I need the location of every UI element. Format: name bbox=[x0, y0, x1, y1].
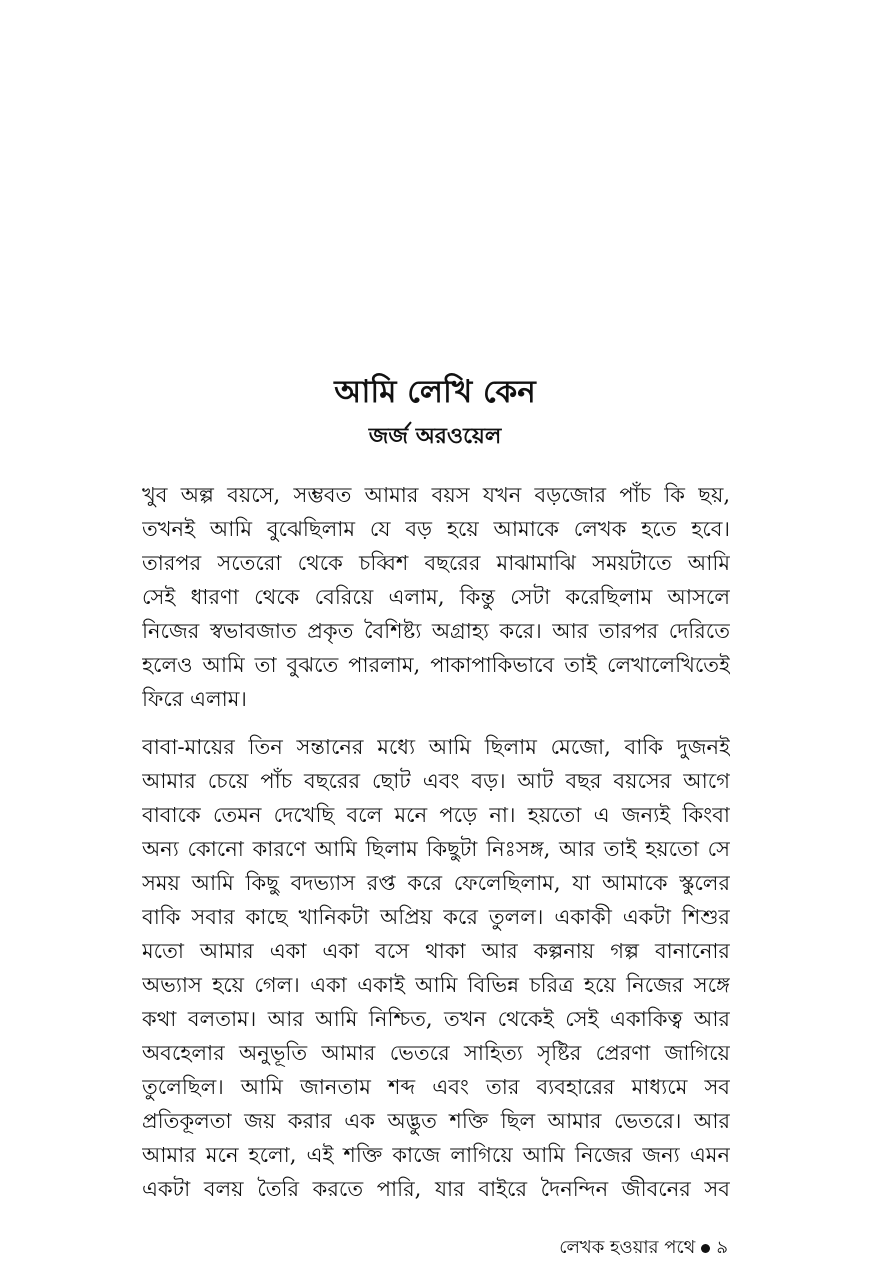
text-line: বাকি সবার কাছে খানিকটা অপ্রিয় করে তুলল। একাকী একটা শিশুর bbox=[142, 905, 730, 929]
text-line: একটা বলয় তৈরি করতে পারি, যার বাইরে দৈনন্দিন জীবনের সব bbox=[142, 1177, 730, 1201]
text-line: মতো আমার একা একা বসে থাকা আর কল্পনায় গল্প বানানোর bbox=[142, 939, 730, 963]
text-line: অভ্যাস হয়ে গেল। একা একাই আমি বিভিন্ন চরিত্র হয়ে নিজের সঙ্গে bbox=[142, 973, 730, 997]
text-line: খুব অল্প বয়সে, সম্ভবত আমার বয়স যখন বড়জোর পাঁচ কি ছয়, bbox=[142, 483, 730, 507]
text-line: তারপর সতেরো থেকে চব্বিশ বছরের মাঝামাঝি সময়টাতে আমি bbox=[142, 551, 730, 575]
text-line: কথা বলতাম। আর আমি নিশ্চিত, তখন থেকেই সেই একাকিত্ব আর bbox=[142, 1007, 730, 1031]
text-line: তখনই আমি বুঝেছিলাম যে বড় হয়ে আমাকে লেখক হতে হবে। bbox=[142, 517, 730, 541]
text-line: নিজের স্বভাবজাত প্রকৃত বৈশিষ্ট্য অগ্রাহ্য করে। আর তারপর দেরিতে bbox=[142, 619, 730, 643]
running-head: লেখক হওয়ার পথে bbox=[559, 1237, 696, 1258]
text-line: হলেও আমি তা বুঝতে পারলাম, পাকাপাকিভাবে তাই লেখালেখিতেই bbox=[142, 653, 730, 677]
text-line: সময় আমি কিছু বদভ্যাস রপ্ত করে ফেলেছিলাম, যা আমাকে স্কুলের bbox=[142, 871, 730, 895]
text-line: বাবা-মায়ের তিন সন্তানের মধ্যে আমি ছিলাম মেজো, বাকি দুজনই bbox=[142, 735, 730, 759]
paragraph bbox=[142, 478, 730, 716]
text-line: সেই ধারণা থেকে বেরিয়ে এলাম, কিন্তু সেটা করেছিলাম আসলে bbox=[142, 585, 730, 609]
text-line: তুলেছিল। আমি জানতাম শব্দ এবং তার ব্যবহারের মাধ্যমে সব bbox=[142, 1075, 730, 1099]
bullet-separator-icon bbox=[701, 1244, 710, 1253]
paragraph bbox=[142, 730, 730, 1206]
text-line: আমার চেয়ে পাঁচ বছরের ছোট এবং বড়। আট বছর বয়সের আগে bbox=[142, 769, 730, 793]
text-line: প্রতিকূলতা জয় করার এক অদ্ভুত শক্তি ছিল আমার ভেতরে। আর bbox=[142, 1109, 730, 1133]
chapter-author: জর্জ অরওয়েল bbox=[368, 423, 502, 449]
text-line: অন্য কোনো কারণে আমি ছিলাম কিছুটা নিঃসঙ্গ, আর তাই হয়তো সে bbox=[142, 837, 730, 861]
text-line: ফিরে এলাম। bbox=[142, 687, 247, 711]
chapter-body bbox=[142, 478, 730, 1206]
chapter-title: আমি লেখি কেন bbox=[334, 374, 536, 410]
text-line: অবহেলার অনুভূতি আমার ভেতরে সাহিত্য সৃষ্টির প্রেরণা জাগিয়ে bbox=[142, 1041, 730, 1065]
page-footer bbox=[559, 1236, 728, 1260]
page-number: ৯ bbox=[716, 1237, 728, 1258]
text-line: বাবাকে তেমন দেখেছি বলে মনে পড়ে না। হয়তো এ জন্যই কিংবা bbox=[142, 803, 730, 827]
text-line: আমার মনে হলো, এই শক্তি কাজে লাগিয়ে আমি নিজের জন্য এমন bbox=[142, 1143, 730, 1167]
